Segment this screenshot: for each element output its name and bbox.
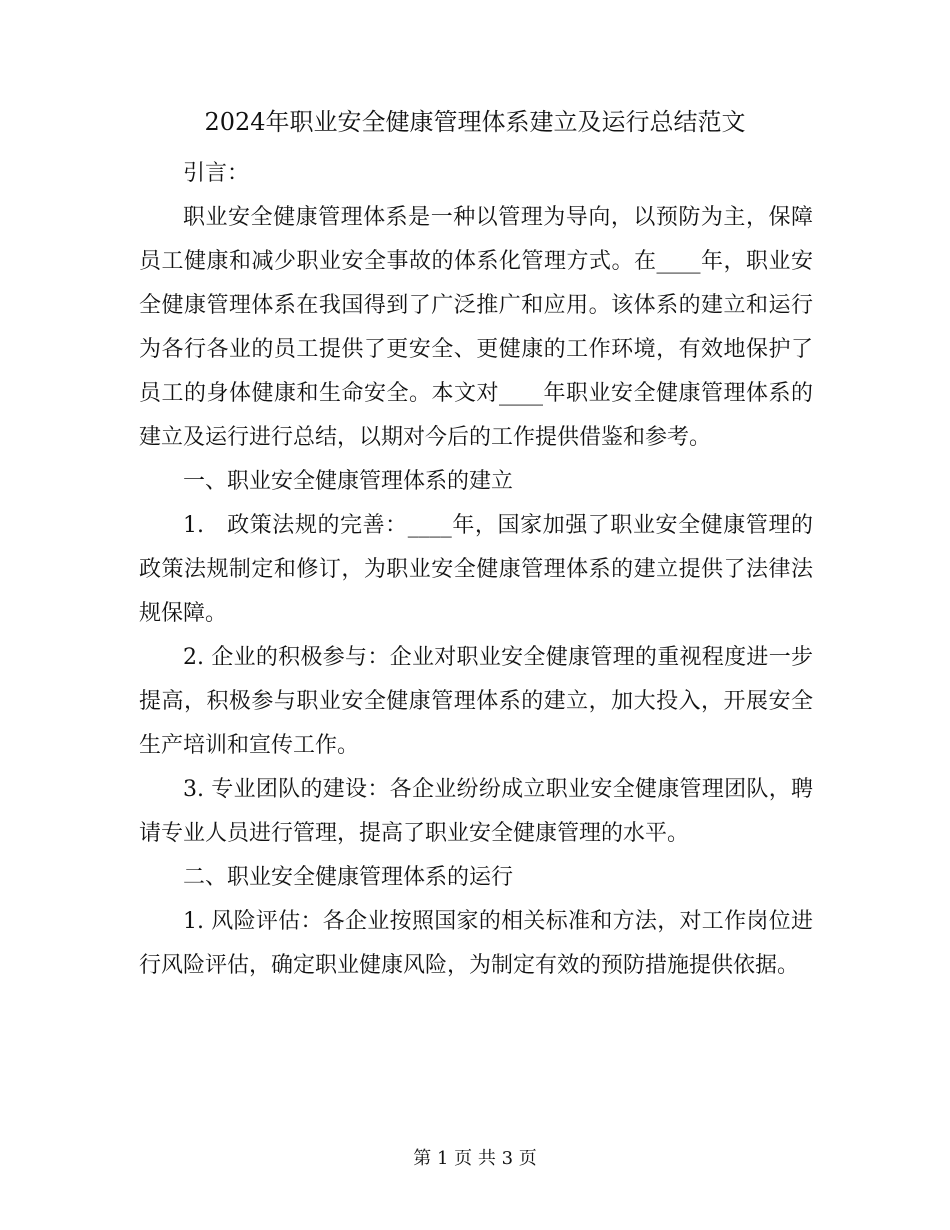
paragraph-intro: 职业安全健康管理体系是一种以管理为导向，以预防为主，保障员工健康和减少职业安全事故的体系化管理方式。在____年，职业安全健康管理体系在我国得到了广泛推广和应用。该体系的建立和运行为各行各业的员工提供了更安全、更健康的工作环境，有效地保护了员工的身体健康和生命安全。本文对____年职业安全健康管理体系的建立及运行进行总结，以期对今后的工作提供借鉴和参考。 <box>139 205 813 450</box>
list-item-policy: 1. 政策法规的完善：____年，国家加强了职业安全健康管理的政策法规制定和修订，为职业安全健康管理体系的建立提供了法律法规保障。 <box>139 513 813 626</box>
section-heading-establishment: 一、职业安全健康管理体系的建立 <box>183 469 514 494</box>
list-item-risk-assessment: 1. 风险评估：各企业按照国家的相关标准和方法，对工作岗位进行风险评估，确定职业健康风险，为制定有效的预防措施提供依据。 <box>139 909 813 978</box>
list-item-team: 3. 专业团队的建设：各企业纷纷成立职业安全健康管理团队，聘请专业人员进行管理，提高了职业安全健康管理的水平。 <box>139 777 813 846</box>
paragraph-intro-label: 引言： <box>183 161 250 186</box>
section-heading-operation: 二、职业安全健康管理体系的运行 <box>183 865 514 890</box>
document-body <box>139 152 813 988</box>
page-footer: 第 1 页 共 3 页 <box>413 1148 537 1169</box>
list-item-enterprise: 2. 企业的积极参与：企业对职业安全健康管理的重视程度进一步提高，积极参与职业安全健康管理体系的建立，加大投入，开展安全生产培训和宣传工作。 <box>139 645 813 758</box>
document-title: 2024年职业安全健康管理体系建立及运行总结范文 <box>204 108 746 136</box>
